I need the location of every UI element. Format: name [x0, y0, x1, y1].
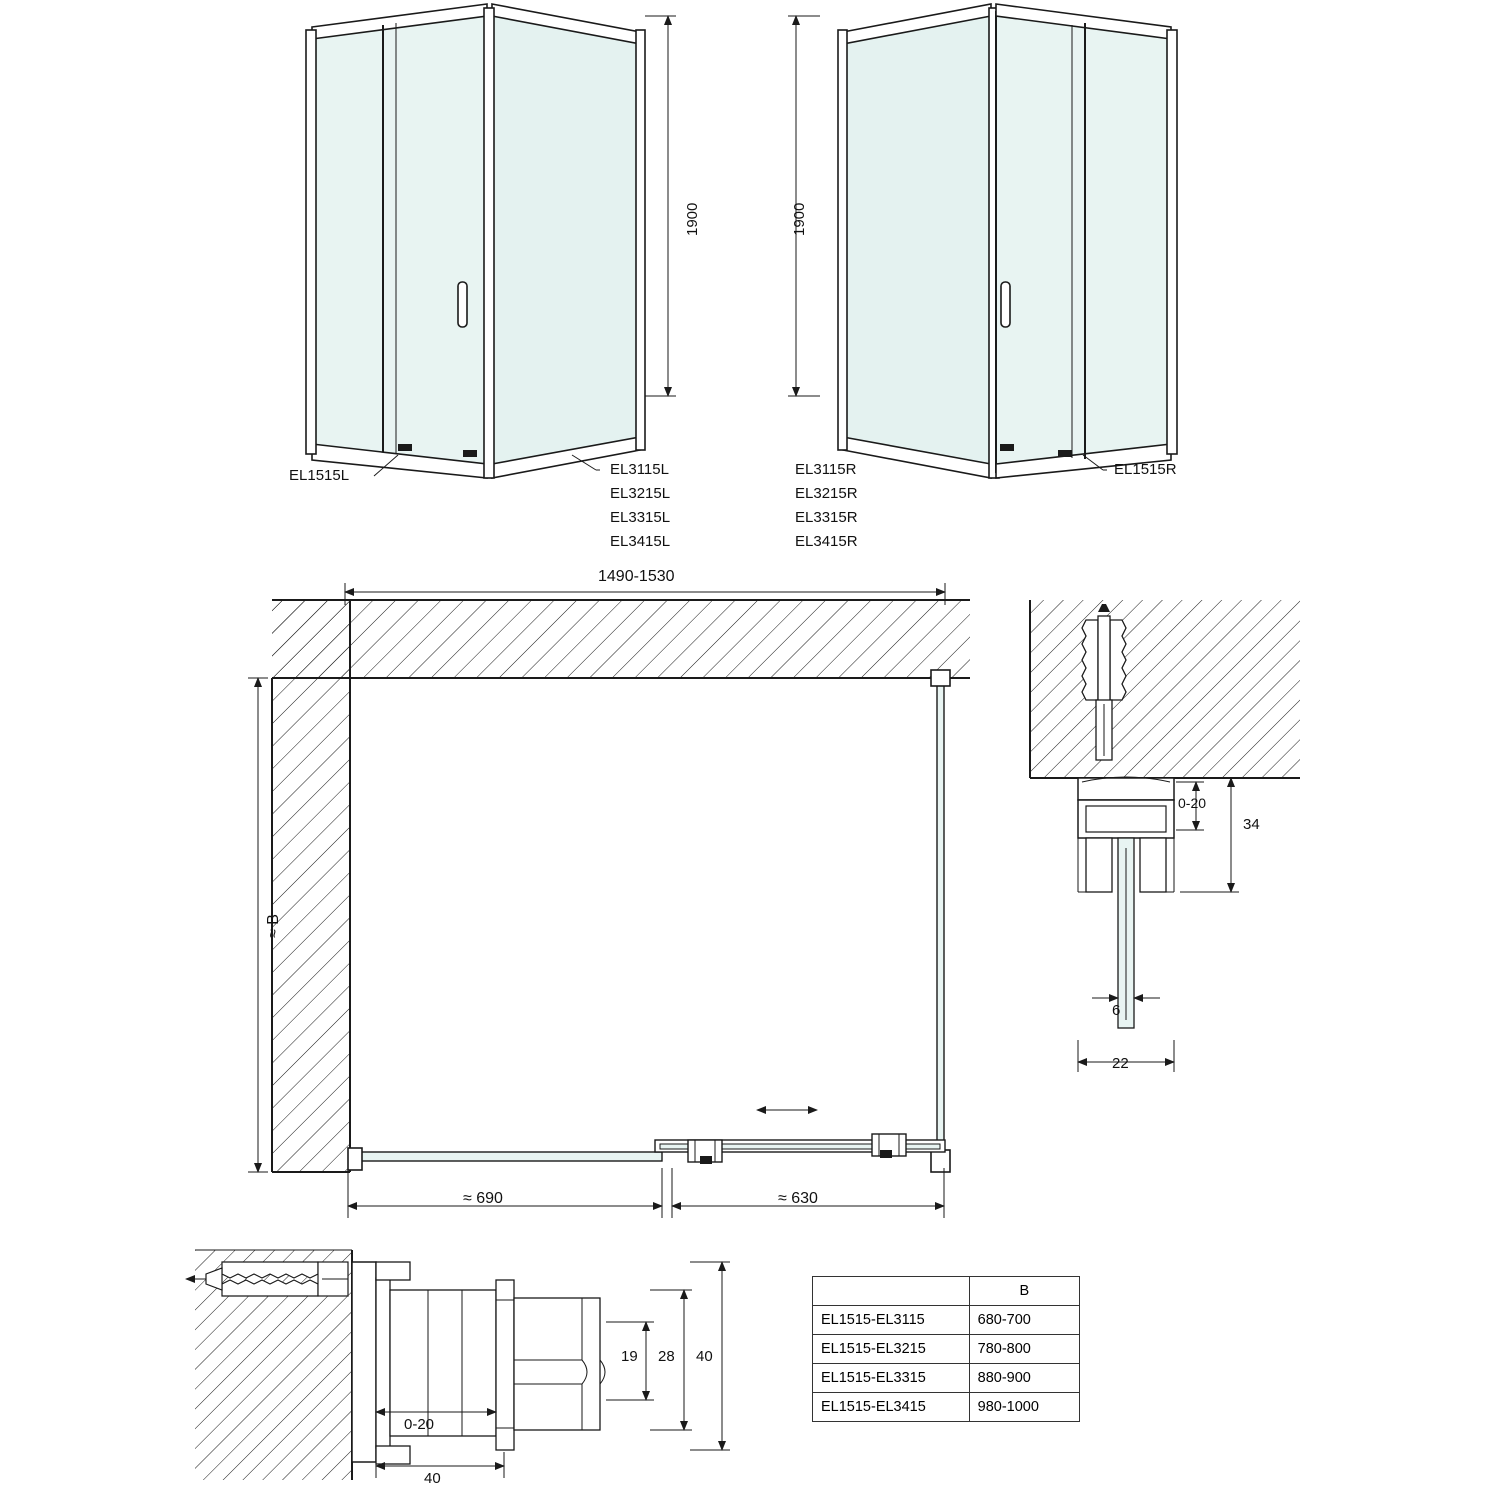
table-row [813, 1393, 1080, 1422]
label-el3415l: EL3415L [610, 533, 671, 550]
detail-wall-profile-bottom [186, 1250, 730, 1480]
dim-plan-right-section: ≈ 630 [778, 1190, 818, 1207]
dim-plan-left-section: ≈ 690 [463, 1190, 503, 1207]
table-header-model [813, 1277, 970, 1306]
dim-height-right-view: 1900 [791, 202, 808, 236]
label-el3315l: EL3315L [610, 509, 671, 526]
dim-plan-width: 1490-1530 [598, 568, 675, 585]
label-el3315r: EL3315R [795, 509, 858, 526]
table-row [813, 1364, 1080, 1393]
dim-profile-22: 22 [1112, 1055, 1129, 1072]
view-right-enclosure [788, 4, 1177, 478]
table-header-b: B [969, 1277, 1079, 1306]
dim-detail-0-20: 0-20 [404, 1416, 435, 1433]
table-row [813, 1306, 1080, 1335]
table-cell-model: EL1515-EL3315 [813, 1364, 970, 1393]
dim-plan-depth: ≈ B [265, 914, 282, 938]
dim-detail-28: 28 [658, 1348, 675, 1365]
label-el3215l: EL3215L [610, 485, 671, 502]
table-header-row [813, 1277, 1080, 1306]
dim-glass-6: 6 [1112, 1002, 1121, 1019]
table-cell-b: 680-700 [969, 1306, 1079, 1335]
table-cell-b: 980-1000 [969, 1393, 1079, 1422]
view-left-enclosure [306, 4, 676, 478]
table-row [813, 1335, 1080, 1364]
dim-profile-0-20: 0-20 [1178, 795, 1207, 811]
table-cell-b: 880-900 [969, 1364, 1079, 1393]
table-cell-model: EL1515-EL3115 [813, 1306, 970, 1335]
label-el3215r: EL3215R [795, 485, 858, 502]
label-el3115l: EL3115L [610, 461, 669, 478]
dim-detail-19: 19 [621, 1348, 638, 1365]
dimension-table [812, 1276, 1080, 1422]
dim-detail-40a: 40 [696, 1348, 713, 1365]
label-el3115r: EL3115R [795, 461, 857, 478]
dim-profile-34: 34 [1243, 816, 1260, 833]
label-el3415r: EL3415R [795, 533, 858, 550]
plan-view [248, 583, 970, 1218]
table-cell-b: 780-800 [969, 1335, 1079, 1364]
label-el1515r: EL1515R [1114, 461, 1177, 478]
dim-detail-40b: 40 [424, 1470, 441, 1487]
label-el1515l: EL1515L [289, 467, 350, 484]
detail-wall-profile-right [1030, 600, 1300, 1072]
dim-height-left-view: 1900 [684, 202, 701, 236]
table-cell-model: EL1515-EL3415 [813, 1393, 970, 1422]
table-cell-model: EL1515-EL3215 [813, 1335, 970, 1364]
